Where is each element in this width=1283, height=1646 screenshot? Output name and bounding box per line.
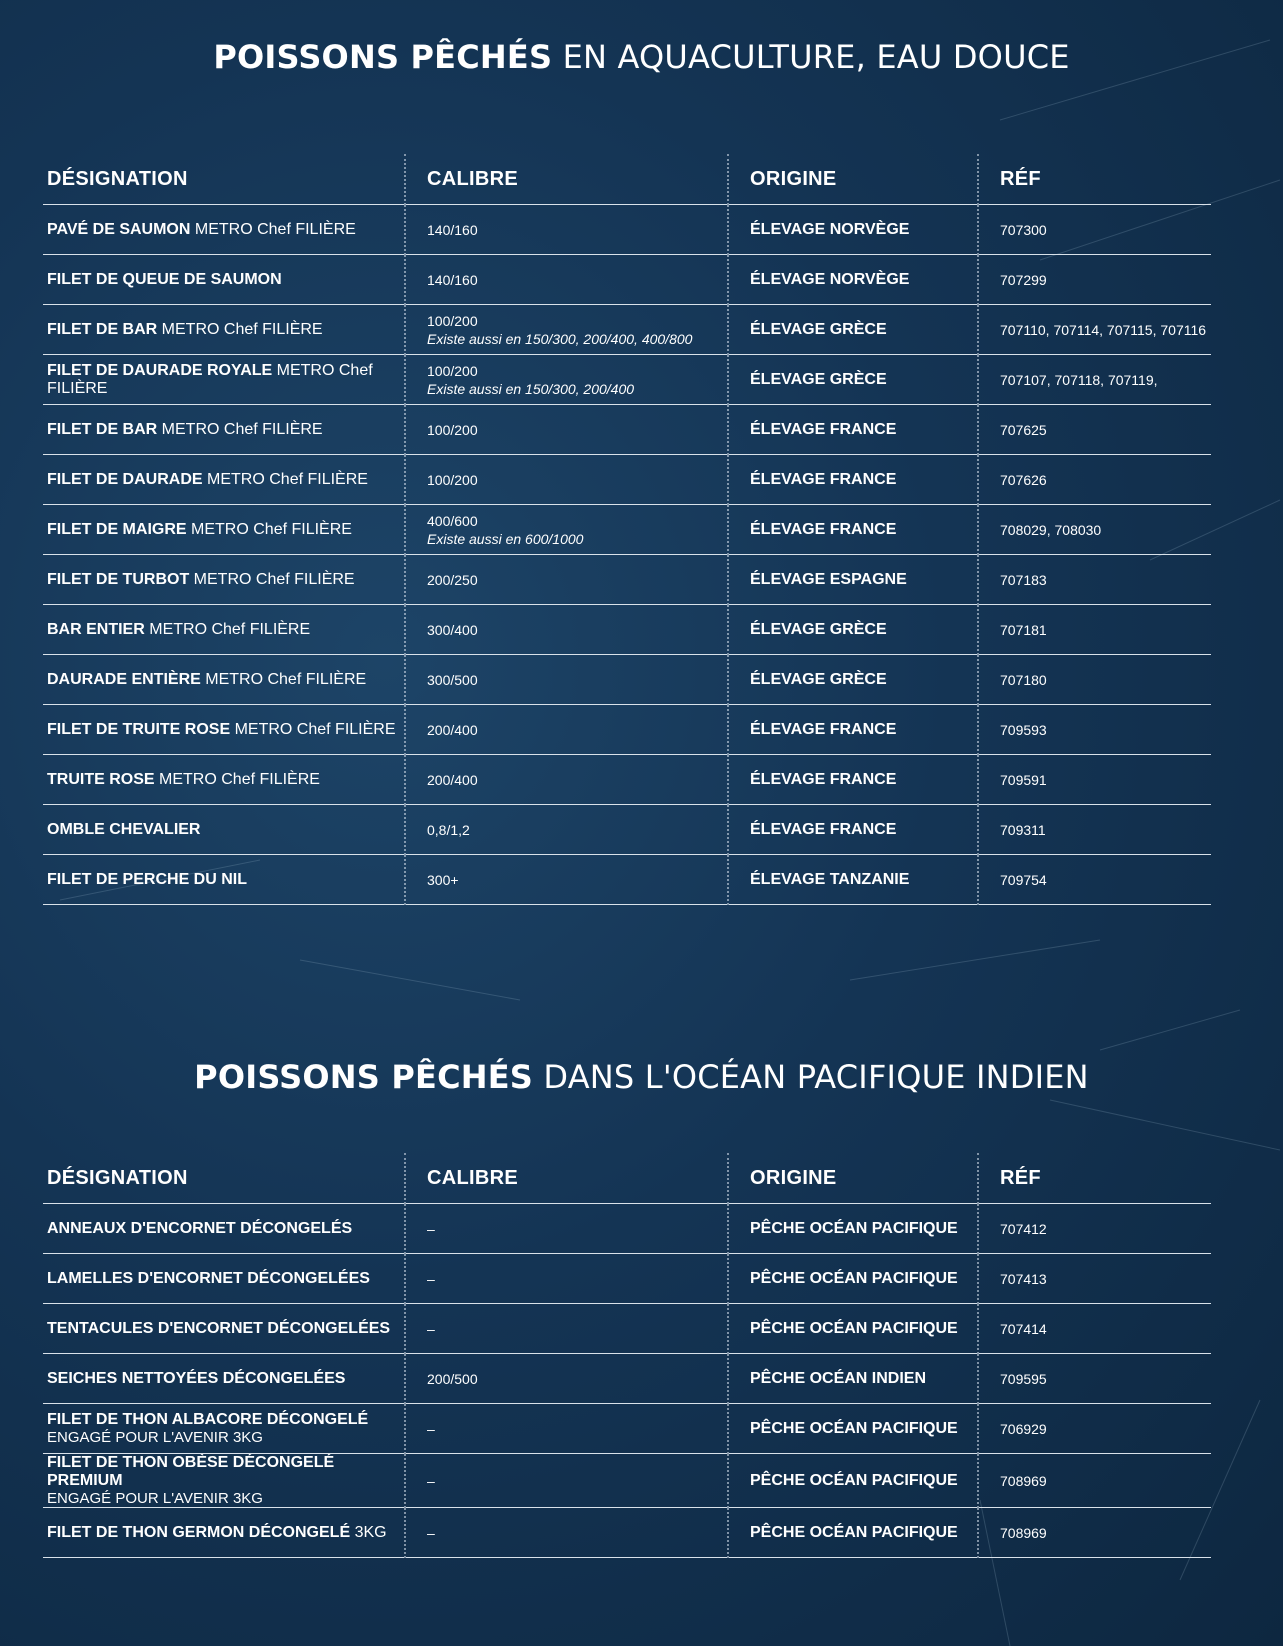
calibre-value: 200/400 bbox=[427, 771, 478, 788]
designation-cell bbox=[43, 555, 405, 605]
calibre-value: 100/200 bbox=[427, 471, 478, 488]
origine-cell: ÉLEVAGE ESPAGNE bbox=[728, 555, 978, 605]
product-name: FILET DE THON ALBACORE DÉCONGELÉ bbox=[47, 1411, 369, 1428]
ref-cell: 709754 bbox=[978, 855, 1211, 905]
designation-cell bbox=[43, 1204, 405, 1254]
calibre-cell bbox=[405, 1304, 728, 1354]
product-name: FILET DE QUEUE DE SAUMON bbox=[47, 270, 282, 288]
table-row bbox=[43, 255, 1211, 305]
calibre-value: – bbox=[427, 1524, 435, 1541]
origine-cell: PÊCHE OCÉAN PACIFIQUE bbox=[728, 1454, 978, 1508]
calibre-value: 100/200 bbox=[427, 312, 478, 329]
product-name: FILET DE THON OBÈSE DÉCONGELÉ PREMIUM bbox=[47, 1454, 335, 1489]
designation-cell bbox=[43, 505, 405, 555]
ref-cell: 707180 bbox=[978, 655, 1211, 705]
calibre-cell bbox=[405, 755, 728, 805]
product-brand: METRO Chef FILIÈRE bbox=[159, 770, 320, 788]
table-row bbox=[43, 455, 1211, 505]
product-brand: METRO Chef FILIÈRE bbox=[194, 220, 356, 238]
designation-cell bbox=[43, 655, 405, 705]
ref-cell: 709311 bbox=[978, 805, 1211, 855]
table-row bbox=[43, 855, 1211, 905]
ref-cell: 708969 bbox=[978, 1454, 1211, 1508]
header-calibre: CALIBRE bbox=[405, 1153, 728, 1204]
calibre-value: – bbox=[427, 1420, 435, 1437]
calibre-cell bbox=[405, 205, 728, 255]
table-row bbox=[43, 1454, 1211, 1508]
product-name: ANNEAUX D'ENCORNET DÉCONGELÉS bbox=[47, 1219, 353, 1237]
designation-cell bbox=[43, 205, 405, 255]
product-name: FILET DE BAR bbox=[47, 420, 158, 438]
calibre-value: – bbox=[427, 1270, 435, 1287]
calibre-cell bbox=[405, 1254, 728, 1304]
calibre-cell bbox=[405, 655, 728, 705]
title-bold: POISSONS PÊCHÉS bbox=[194, 1058, 534, 1096]
calibre-value: 100/200 bbox=[427, 362, 478, 379]
calibre-cell bbox=[405, 1508, 728, 1558]
calibre-value: – bbox=[427, 1472, 435, 1489]
ref-cell: 707626 bbox=[978, 455, 1211, 505]
ref-cell: 708029, 708030 bbox=[978, 505, 1211, 555]
designation-cell bbox=[43, 1254, 405, 1304]
table-row bbox=[43, 755, 1211, 805]
calibre-value: 140/160 bbox=[427, 221, 478, 238]
product-name: FILET DE BAR bbox=[47, 320, 158, 338]
designation-cell bbox=[43, 1508, 405, 1558]
product-name: FILET DE TURBOT bbox=[47, 570, 190, 588]
aquaculture-table bbox=[43, 154, 1211, 905]
product-name: FILET DE DAURADE bbox=[47, 470, 203, 488]
product-brand: 3KG bbox=[354, 1523, 387, 1541]
designation-cell bbox=[43, 1454, 405, 1508]
origine-cell: ÉLEVAGE FRANCE bbox=[728, 455, 978, 505]
ref-cell: 707299 bbox=[978, 255, 1211, 305]
designation-cell bbox=[43, 305, 405, 355]
product-name: FILET DE THON GERMON DÉCONGELÉ bbox=[47, 1523, 351, 1541]
designation-cell bbox=[43, 355, 405, 405]
calibre-value: 100/200 bbox=[427, 421, 478, 438]
ref-cell: 707625 bbox=[978, 405, 1211, 455]
product-brand: METRO Chef FILIÈRE bbox=[234, 720, 396, 738]
origine-cell: ÉLEVAGE FRANCE bbox=[728, 505, 978, 555]
designation-cell bbox=[43, 755, 405, 805]
table-row bbox=[43, 805, 1211, 855]
table-row bbox=[43, 305, 1211, 355]
calibre-cell bbox=[405, 255, 728, 305]
product-name: DAURADE ENTIÈRE bbox=[47, 670, 201, 688]
header-origine: ORIGINE bbox=[728, 1153, 978, 1204]
table-row bbox=[43, 1508, 1211, 1558]
designation-cell bbox=[43, 1354, 405, 1404]
calibre-value: – bbox=[427, 1320, 435, 1337]
origine-cell: ÉLEVAGE GRÈCE bbox=[728, 305, 978, 355]
ref-cell: 707300 bbox=[978, 205, 1211, 255]
origine-cell: ÉLEVAGE FRANCE bbox=[728, 405, 978, 455]
origine-cell: PÊCHE OCÉAN PACIFIQUE bbox=[728, 1304, 978, 1354]
origine-cell: ÉLEVAGE NORVÈGE bbox=[728, 205, 978, 255]
calibre-cell bbox=[405, 305, 728, 355]
calibre-cell bbox=[405, 1454, 728, 1508]
product-brand: METRO Chef FILIÈRE bbox=[47, 361, 373, 397]
table-row bbox=[43, 705, 1211, 755]
designation-cell bbox=[43, 255, 405, 305]
product-name: TENTACULES D'ENCORNET DÉCONGELÉES bbox=[47, 1319, 391, 1337]
origine-cell: ÉLEVAGE TANZANIE bbox=[728, 855, 978, 905]
product-name: FILET DE TRUITE ROSE bbox=[47, 720, 231, 738]
table-row bbox=[43, 205, 1211, 255]
calibre-cell bbox=[405, 1404, 728, 1454]
table-header-row bbox=[43, 154, 1211, 205]
calibre-cell bbox=[405, 1354, 728, 1404]
ref-cell: 707413 bbox=[978, 1254, 1211, 1304]
calibre-cell bbox=[405, 1204, 728, 1254]
origine-cell: PÊCHE OCÉAN PACIFIQUE bbox=[728, 1254, 978, 1304]
ref-cell: 707183 bbox=[978, 555, 1211, 605]
ref-cell: 708969 bbox=[978, 1508, 1211, 1558]
product-brand: METRO Chef FILIÈRE bbox=[149, 620, 311, 638]
calibre-value: 300/400 bbox=[427, 621, 478, 638]
header-designation: DÉSIGNATION bbox=[43, 1153, 405, 1204]
product-name: FILET DE PERCHE DU NIL bbox=[47, 870, 248, 888]
table-row bbox=[43, 355, 1211, 405]
product-name: PAVÉ DE SAUMON bbox=[47, 220, 191, 238]
designation-cell bbox=[43, 455, 405, 505]
header-ref: RÉF bbox=[978, 1153, 1211, 1204]
product-subtitle: ENGAGÉ POUR L'AVENIR 3KG bbox=[47, 1490, 263, 1507]
calibre-value: 300/500 bbox=[427, 671, 478, 688]
calibre-cell bbox=[405, 405, 728, 455]
header-calibre: CALIBRE bbox=[405, 154, 728, 205]
origine-cell: PÊCHE OCÉAN INDIEN bbox=[728, 1354, 978, 1404]
calibre-value: 200/400 bbox=[427, 721, 478, 738]
ocean-table bbox=[43, 1153, 1211, 1558]
calibre-value: 200/500 bbox=[427, 1370, 478, 1387]
header-ref: RÉF bbox=[978, 154, 1211, 205]
designation-cell bbox=[43, 405, 405, 455]
table-row bbox=[43, 655, 1211, 705]
calibre-value: 200/250 bbox=[427, 571, 478, 588]
origine-cell: ÉLEVAGE GRÈCE bbox=[728, 355, 978, 405]
designation-cell bbox=[43, 855, 405, 905]
ref-cell: 706929 bbox=[978, 1404, 1211, 1454]
product-brand: METRO Chef FILIÈRE bbox=[161, 420, 323, 438]
origine-cell: PÊCHE OCÉAN PACIFIQUE bbox=[728, 1204, 978, 1254]
product-brand: METRO Chef FILIÈRE bbox=[207, 470, 368, 488]
table-row bbox=[43, 1254, 1211, 1304]
product-name: BAR ENTIER bbox=[47, 620, 145, 638]
table-row bbox=[43, 1404, 1211, 1454]
designation-cell bbox=[43, 705, 405, 755]
origine-cell: ÉLEVAGE FRANCE bbox=[728, 755, 978, 805]
designation-cell bbox=[43, 805, 405, 855]
calibre-value: 400/600 bbox=[427, 512, 478, 529]
origine-cell: ÉLEVAGE GRÈCE bbox=[728, 655, 978, 705]
origine-cell: ÉLEVAGE FRANCE bbox=[728, 805, 978, 855]
ref-cell: 707181 bbox=[978, 605, 1211, 655]
title-light: EN AQUACULTURE, EAU DOUCE bbox=[562, 38, 1070, 76]
calibre-cell bbox=[405, 355, 728, 405]
table-header-row bbox=[43, 1153, 1211, 1204]
designation-cell bbox=[43, 1304, 405, 1354]
ref-cell: 709593 bbox=[978, 705, 1211, 755]
product-name: SEICHES NETTOYÉES DÉCONGELÉES bbox=[47, 1369, 346, 1387]
ref-cell: 709591 bbox=[978, 755, 1211, 805]
product-name: FILET DE DAURADE ROYALE bbox=[47, 361, 273, 379]
calibre-cell bbox=[405, 705, 728, 755]
product-name: FILET DE MAIGRE bbox=[47, 520, 187, 538]
section-title bbox=[0, 1058, 1283, 1096]
designation-cell bbox=[43, 1404, 405, 1454]
ref-cell: 707107, 707118, 707119, bbox=[978, 355, 1211, 405]
origine-cell: ÉLEVAGE FRANCE bbox=[728, 705, 978, 755]
calibre-cell bbox=[405, 855, 728, 905]
designation-cell bbox=[43, 605, 405, 655]
calibre-value: 300+ bbox=[427, 871, 459, 888]
table-row bbox=[43, 1304, 1211, 1354]
origine-cell: PÊCHE OCÉAN PACIFIQUE bbox=[728, 1508, 978, 1558]
table-row bbox=[43, 505, 1211, 555]
title-bold: POISSONS PÊCHÉS bbox=[213, 38, 553, 76]
calibre-note: Existe aussi en 150/300, 200/400 bbox=[427, 380, 635, 397]
origine-cell: ÉLEVAGE NORVÈGE bbox=[728, 255, 978, 305]
header-designation: DÉSIGNATION bbox=[43, 154, 405, 205]
calibre-cell bbox=[405, 555, 728, 605]
product-brand: METRO Chef FILIÈRE bbox=[193, 570, 355, 588]
table-row bbox=[43, 605, 1211, 655]
ref-cell: 707412 bbox=[978, 1204, 1211, 1254]
section-title bbox=[0, 38, 1283, 76]
calibre-note: Existe aussi en 150/300, 200/400, 400/800 bbox=[427, 330, 693, 347]
table-row bbox=[43, 1204, 1211, 1254]
header-origine: ORIGINE bbox=[728, 154, 978, 205]
table-row bbox=[43, 1354, 1211, 1404]
calibre-cell bbox=[405, 505, 728, 555]
table-row bbox=[43, 405, 1211, 455]
calibre-value: 140/160 bbox=[427, 271, 478, 288]
ref-cell: 707110, 707114, 707115, 707116 bbox=[978, 305, 1211, 355]
product-brand: METRO Chef FILIÈRE bbox=[161, 320, 323, 338]
calibre-cell bbox=[405, 455, 728, 505]
product-brand: METRO Chef FILIÈRE bbox=[205, 670, 367, 688]
table-row bbox=[43, 555, 1211, 605]
title-light: DANS L'OCÉAN PACIFIQUE INDIEN bbox=[543, 1058, 1089, 1096]
calibre-cell bbox=[405, 805, 728, 855]
ref-cell: 707414 bbox=[978, 1304, 1211, 1354]
calibre-cell bbox=[405, 605, 728, 655]
product-name: OMBLE CHEVALIER bbox=[47, 820, 201, 838]
product-subtitle: ENGAGÉ POUR L'AVENIR 3KG bbox=[47, 1429, 263, 1446]
product-brand: METRO Chef FILIÈRE bbox=[191, 520, 352, 538]
product-name: LAMELLES D'ENCORNET DÉCONGELÉES bbox=[47, 1269, 370, 1287]
calibre-value: 0,8/1,2 bbox=[427, 821, 470, 838]
ref-cell: 709595 bbox=[978, 1354, 1211, 1404]
calibre-note: Existe aussi en 600/1000 bbox=[427, 530, 584, 547]
product-name: TRUITE ROSE bbox=[47, 770, 155, 788]
origine-cell: ÉLEVAGE GRÈCE bbox=[728, 605, 978, 655]
origine-cell: PÊCHE OCÉAN PACIFIQUE bbox=[728, 1404, 978, 1454]
calibre-value: – bbox=[427, 1220, 435, 1237]
